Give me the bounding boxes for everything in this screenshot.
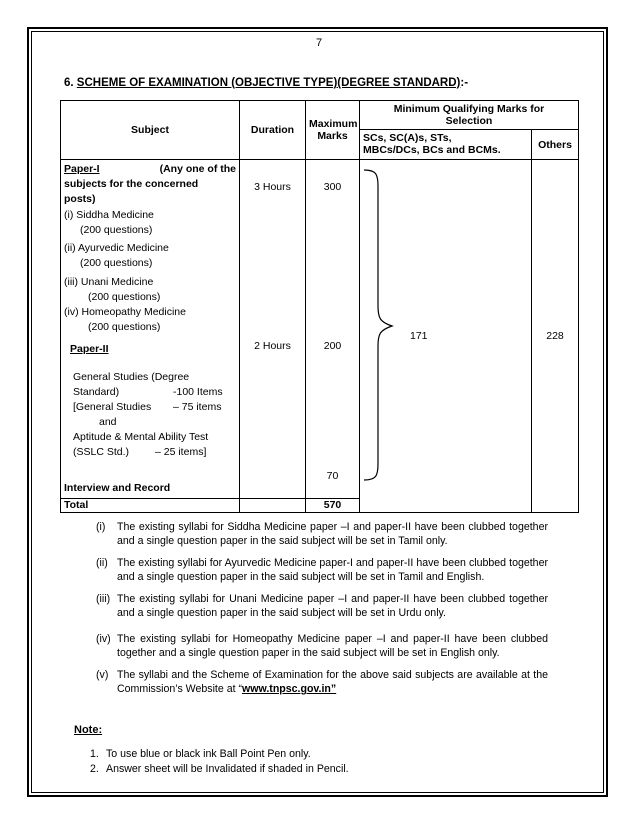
paper1-subject-4-questions: (200 questions): [88, 321, 161, 333]
note-item: (v) The syllabi and the Scheme of Examination for the above said subjects are available at the Commission’s Website at “www.tnpsc.gov.in”: [96, 669, 548, 695]
paper1-heading: Paper-I (Any one of the: [64, 163, 236, 175]
header-min-qualifying: Minimum Qualifying Marks for Selection: [360, 101, 579, 130]
paper1-subject-1: (i) Siddha Medicine: [64, 209, 154, 221]
total-label: Total: [61, 499, 240, 513]
header-others: Others: [532, 130, 579, 160]
section-title-suffix: :-: [460, 77, 469, 89]
subject-cell: [61, 160, 240, 499]
scheme-table: [60, 100, 579, 513]
brace-icon: [362, 166, 402, 486]
interview-marks: 70: [326, 470, 339, 482]
paper2-line5: Aptitude & Mental Ability Test: [73, 431, 209, 443]
paper2-line4: and: [99, 416, 117, 428]
header-max-marks: Maximum Marks: [306, 101, 360, 160]
note-item: (i) The existing syllabi for Siddha Medicine paper –I and paper-II have been clubbed together and a single question paper in the said subject will be set in Tamil only.: [96, 521, 548, 547]
interview-label: Interview and Record: [64, 482, 171, 494]
final-notes-list: [90, 747, 349, 777]
duration-cell: [240, 160, 306, 499]
paper1-subject-3-questions: (200 questions): [88, 291, 161, 303]
total-marks: 570: [306, 499, 360, 513]
paper1-subject-2-questions: (200 questions): [80, 257, 153, 269]
paper1-marks: 300: [323, 181, 342, 193]
final-note-item: 1. To use blue or black ink Ball Point Pen only.: [90, 748, 311, 760]
paper2-marks: 200: [323, 340, 342, 352]
header-subject: Subject: [61, 101, 240, 160]
paper2-line2: Standard) -100 Items: [73, 386, 223, 398]
page-number: 7: [315, 37, 323, 49]
min-scs-cell: [360, 160, 532, 513]
note-item: (iv) The existing syllabi for Homeopathy Medicine paper –I and paper-II have been clubbed together and a single question paper in the said subject will be set in English only.: [96, 633, 548, 659]
section-heading: [64, 77, 468, 89]
note-item: (ii) The existing syllabi for Ayurvedic Medicine paper-I and paper-II have been clubbed together and a single question paper in the said subject will be set in Tamil and English.: [96, 557, 548, 583]
marks-cell: [306, 160, 360, 499]
paper2-line6: (SSLC Std.) – 25 items]: [73, 446, 207, 458]
paper1-duration: 3 Hours: [254, 181, 291, 193]
min-others-value: 228: [532, 160, 579, 513]
final-note-item: 2. Answer sheet will be Invalidated if shaded in Pencil.: [90, 763, 349, 775]
notes-list: [96, 520, 548, 704]
note-title: Note:: [74, 724, 103, 736]
note-item: (iii) The existing syllabi for Unani Medicine paper –I and paper-II have been clubbed together and a single question paper in the said subject will be set in Urdu only.: [96, 593, 548, 619]
paper2-duration: 2 Hours: [254, 340, 291, 352]
paper1-desc-line2: subjects for the concerned: [64, 178, 199, 190]
section-title: SCHEME OF EXAMINATION (OBJECTIVE TYPE)(DEGREE STANDARD): [76, 77, 461, 89]
paper2-line1: General Studies (Degree: [73, 371, 190, 383]
min-scs-value: 171: [410, 330, 428, 342]
total-duration-empty: [240, 499, 306, 513]
website-link[interactable]: www.tnpsc.gov.in”: [242, 683, 337, 695]
paper1-desc-line3: posts): [64, 193, 96, 205]
paper1-subject-1-questions: (200 questions): [80, 224, 153, 236]
header-scs: SCs, SC(A)s, STs, MBCs/DCs, BCs and BCMs.: [360, 130, 532, 160]
paper2-line3: [General Studies – 75 items: [73, 401, 222, 413]
paper2-label: Paper-II: [70, 343, 109, 355]
section-number: 6.: [64, 77, 74, 89]
paper1-subject-4: (iv) Homeopathy Medicine: [64, 306, 186, 318]
paper1-subject-2: (ii) Ayurvedic Medicine: [64, 242, 169, 254]
header-duration: Duration: [240, 101, 306, 160]
paper1-subject-3: (iii) Unani Medicine: [64, 276, 154, 288]
